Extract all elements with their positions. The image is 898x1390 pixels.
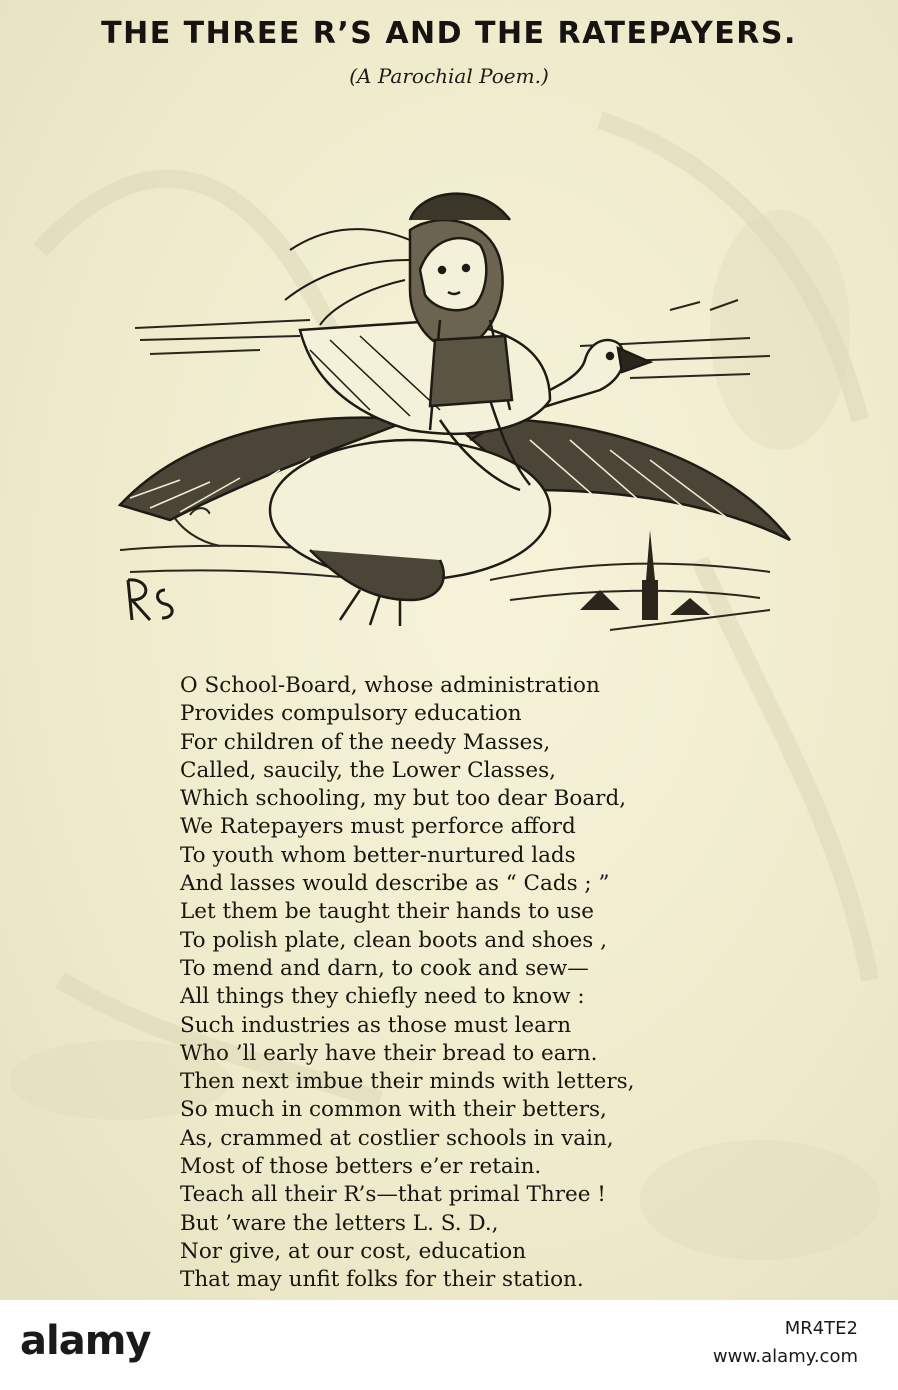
page-subtitle: (A Parochial Poem.) (349, 64, 549, 88)
poem-line: Called, saucily, the Lower Classes, (180, 757, 556, 783)
poem-line: O School-Board, whose administration (180, 673, 600, 698)
poem-line: All things they chiefly need to know : (180, 984, 585, 1010)
poem-line: We Ratepayers must perforce afford (180, 814, 576, 840)
church-spire (580, 530, 710, 620)
artist-monogram (128, 580, 172, 620)
poem-line: But ’ware the letters L. S. D., (180, 1210, 499, 1236)
poem (180, 672, 820, 1295)
poem-line: To youth whom better-nurtured lads (180, 842, 576, 868)
poem-line: As, crammed at costlier schools in vain, (180, 1125, 614, 1151)
poem-line: Nor give, at our cost, education (180, 1238, 527, 1264)
poem-line: And lasses would describe as “ Cads ; ” (180, 871, 610, 897)
poem-line: Which schooling, my but too dear Board, (180, 786, 627, 812)
poem-line: Let them be taught their hands to use (180, 899, 594, 925)
poem-line: To polish plate, clean boots and shoes , (180, 927, 607, 953)
watermark-url: www.alamy.com (712, 1346, 858, 1367)
poem-line: Most of those betters e’er retain. (180, 1154, 542, 1180)
poem-line: That may unfit folks for their station. (180, 1267, 584, 1293)
poem-line: Who ’ll early have their bread to earn. (180, 1040, 598, 1066)
poem-line: Then next imbue their minds with letters, (180, 1069, 635, 1095)
alamy-logo: alamy (20, 1318, 151, 1364)
poem-line: So much in common with their betters, (180, 1097, 607, 1123)
girl-riding-goose-illustration (110, 110, 800, 650)
poem-line: Teach all their R’s—that primal Three ! (180, 1182, 606, 1208)
page-title: THE THREE R’S AND THE RATEPAYERS. (101, 16, 797, 51)
poem-line: Such industries as those must learn (180, 1012, 572, 1038)
image-id: MR4TE2 (784, 1318, 858, 1339)
poem-line: Provides compulsory education (180, 701, 522, 727)
poem-line: For children of the needy Masses, (180, 729, 551, 755)
poem-line: To mend and darn, to cook and sew— (180, 955, 589, 981)
